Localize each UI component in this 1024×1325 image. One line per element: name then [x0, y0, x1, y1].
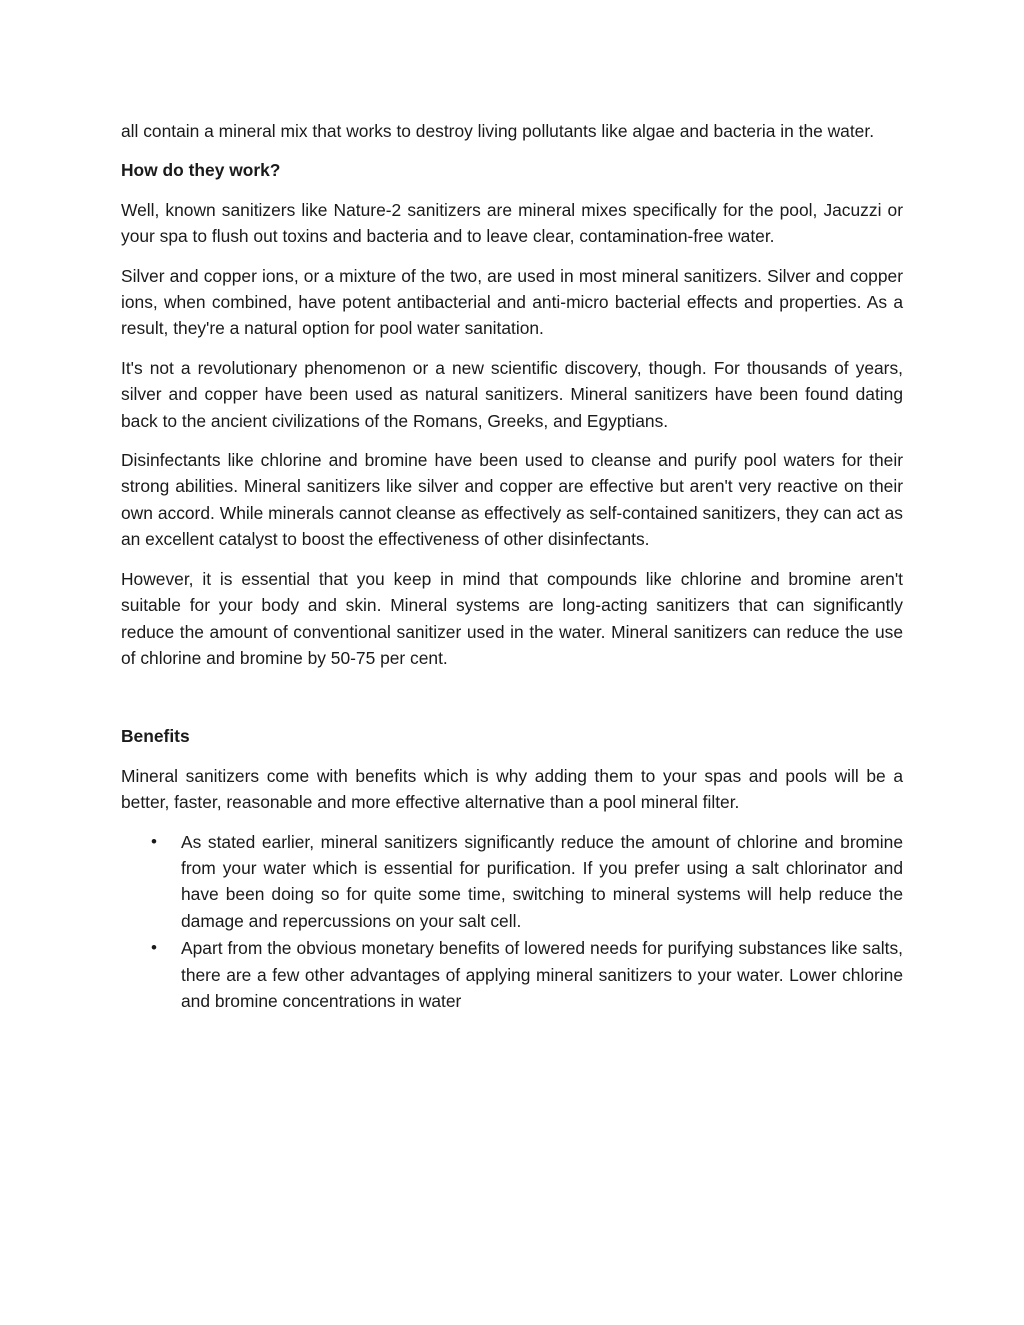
section-spacer — [121, 684, 903, 723]
intro-continuation-paragraph: all contain a mineral mix that works to destroy living pollutants like algae and bacteria in the water. — [121, 121, 875, 141]
bullet-text: Apart from the obvious monetary benefits of lowered needs for purifying substances like salts, there are a few other advantages of applying mineral sanitizers to your water. Lower chlorine and bromine concentrations in water — [181, 938, 903, 1011]
benefits-intro-paragraph: Mineral sanitizers come with benefits which is why adding them to your spas and pools will be a better, faster, reasonable and more effective alternative than a pool mineral filter. — [121, 765, 903, 813]
bullet-icon: • — [151, 938, 157, 958]
paragraph-nature2: Well, known sanitizers like Nature-2 sanitizers are mineral mixes specifically for the pool, Jacuzzi or your spa to flush out toxins and bacteria and to leave clear, contamination-free water. — [121, 199, 903, 247]
how-do-they-work-heading: How do they work? — [121, 160, 281, 181]
benefits-bullet-list — [121, 829, 903, 1015]
list-item — [121, 935, 903, 1014]
bullet-icon: • — [151, 831, 157, 851]
paragraph-history: It's not a revolutionary phenomenon or a new scientific discovery, though. For thousands of years, silver and copper have been used as natural sanitizers. Mineral sanitizers have been found dating back to the ancient civilizations of the Romans, Greeks, and Egyptians. — [121, 357, 903, 431]
paragraph-disinfectants: Disinfectants like chlorine and bromine have been used to cleanse and purify pool waters for their strong abilities. Mineral sanitizers like silver and copper are effective but aren't very reactive on their own accord. While minerals cannot cleanse as effectively as self-contained sanitizers, they can act as an excellent catalyst to boost the effectiveness of other disinfectants. — [121, 450, 903, 550]
document-page — [121, 118, 903, 1015]
bullet-text: As stated earlier, mineral sanitizers significantly reduce the amount of chlorine and bromine from your water which is essential for purification. If you prefer using a salt chlorinator and have been doing so for quite some time, switching to mineral systems will help reduce the damage and repercussions on your salt cell. — [181, 831, 903, 931]
list-item — [121, 829, 903, 935]
paragraph-silver-copper-ions: Silver and copper ions, or a mixture of the two, are used in most mineral sanitizers. Silver and copper ions, when combined, have potent antibacterial and anti-micro bacterial effects and properties. As a result, they're a natural option for pool water sanitation. — [121, 265, 903, 339]
paragraph-chlorine-bromine: However, it is essential that you keep in mind that compounds like chlorine and bromine aren't suitable for your body and skin. Mineral systems are long-acting sanitizers that can significantly reduce the amount of conventional sanitizer used in the water. Mineral sanitizers can reduce the use of chlorine and bromine by 50-75 per cent. — [121, 568, 903, 668]
benefits-heading: Benefits — [121, 726, 190, 747]
